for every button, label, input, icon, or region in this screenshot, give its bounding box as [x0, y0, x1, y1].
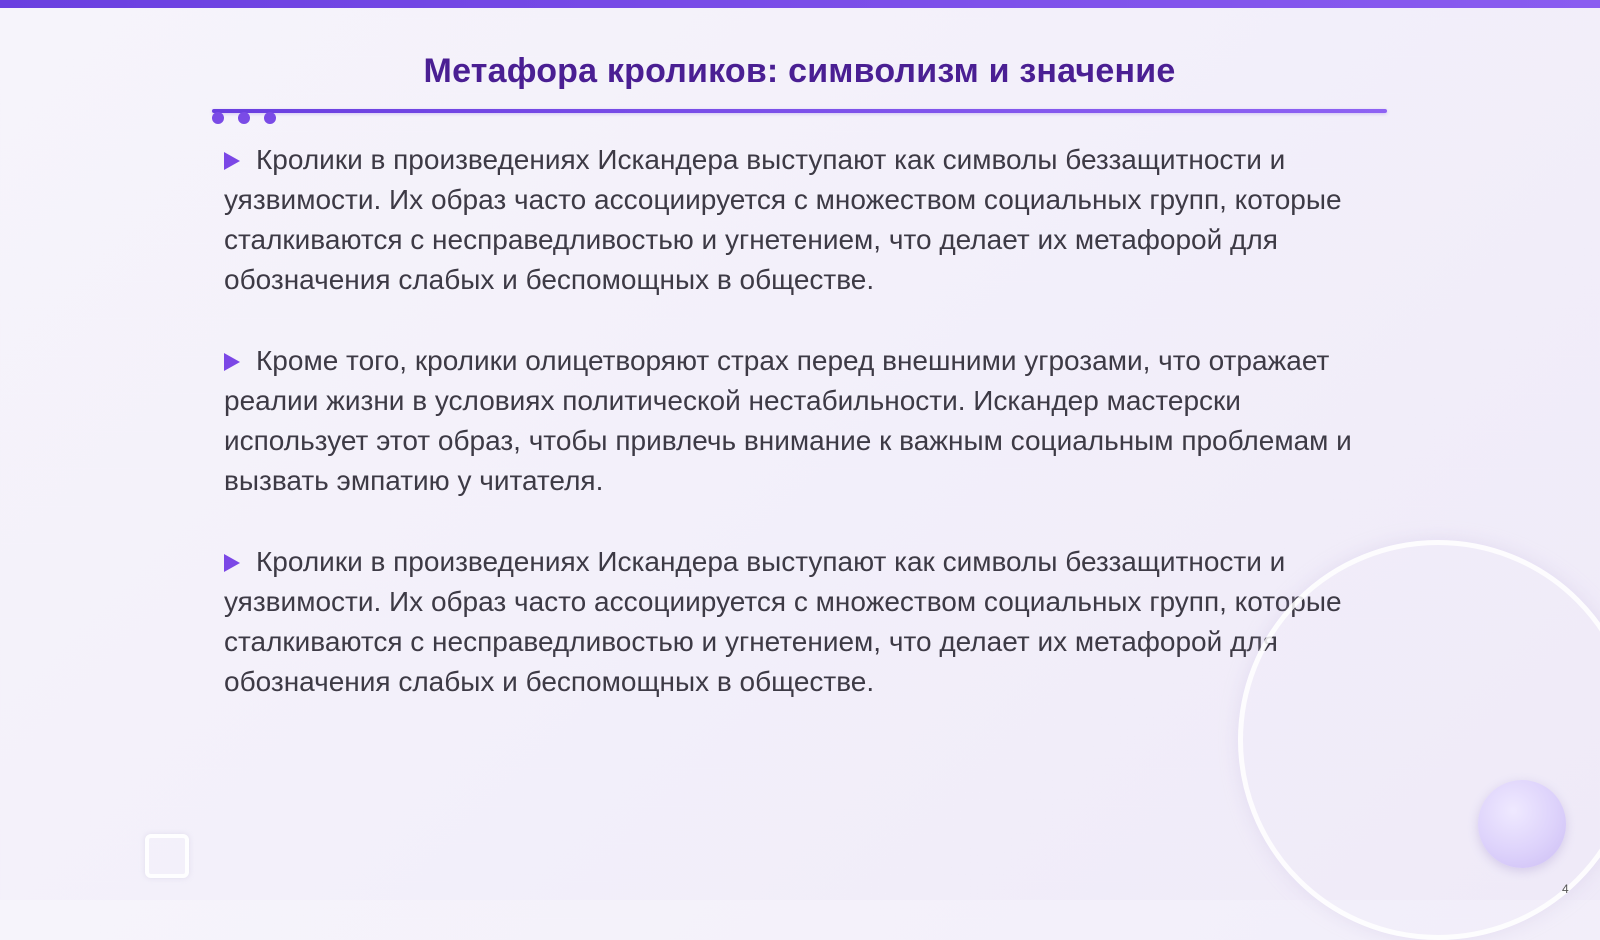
bullet-text: Кролики в произведениях Искандера выступают как символы беззащитности и уязвимости. Их образ часто ассоциируется с множеством социальных групп, которые сталкиваются с несправедливостью и угнетением, что делает их метафорой для обозначения слабых и беспомощных в обществе.	[224, 546, 1342, 697]
rule-dot	[264, 112, 276, 124]
bullet-item	[224, 341, 1374, 501]
bullet-text: Кролики в произведениях Искандера выступают как символы беззащитности и уязвимости. Их образ часто ассоциируется с множеством социальных групп, которые сталкиваются с несправедливостью и угнетением, что делает их метафорой для обозначения слабых и беспомощных в обществе.	[224, 144, 1342, 295]
rule-dot	[212, 112, 224, 124]
rule-dot	[238, 112, 250, 124]
triangle-right-icon	[224, 353, 240, 371]
slide-title: Метафора кроликов: символизм и значение	[423, 52, 1176, 90]
decorative-square	[145, 834, 189, 878]
triangle-right-icon	[224, 554, 240, 572]
top-accent-bar	[0, 0, 1600, 8]
title-underline	[212, 109, 1387, 113]
triangle-right-icon	[224, 152, 240, 170]
bullet-item	[224, 542, 1374, 702]
page-number: 4	[1562, 882, 1569, 896]
bullet-list	[224, 140, 1374, 743]
bullet-item	[224, 140, 1374, 300]
decorative-sphere	[1478, 780, 1566, 868]
bullet-text: Кроме того, кролики олицетворяют страх перед внешними угрозами, что отражает реалии жизни в условиях политической нестабильности. Искандер мастерски использует этот образ, чтобы привлечь внимание к важным социальным проблемам и вызвать эмпатию у читателя.	[224, 345, 1352, 496]
